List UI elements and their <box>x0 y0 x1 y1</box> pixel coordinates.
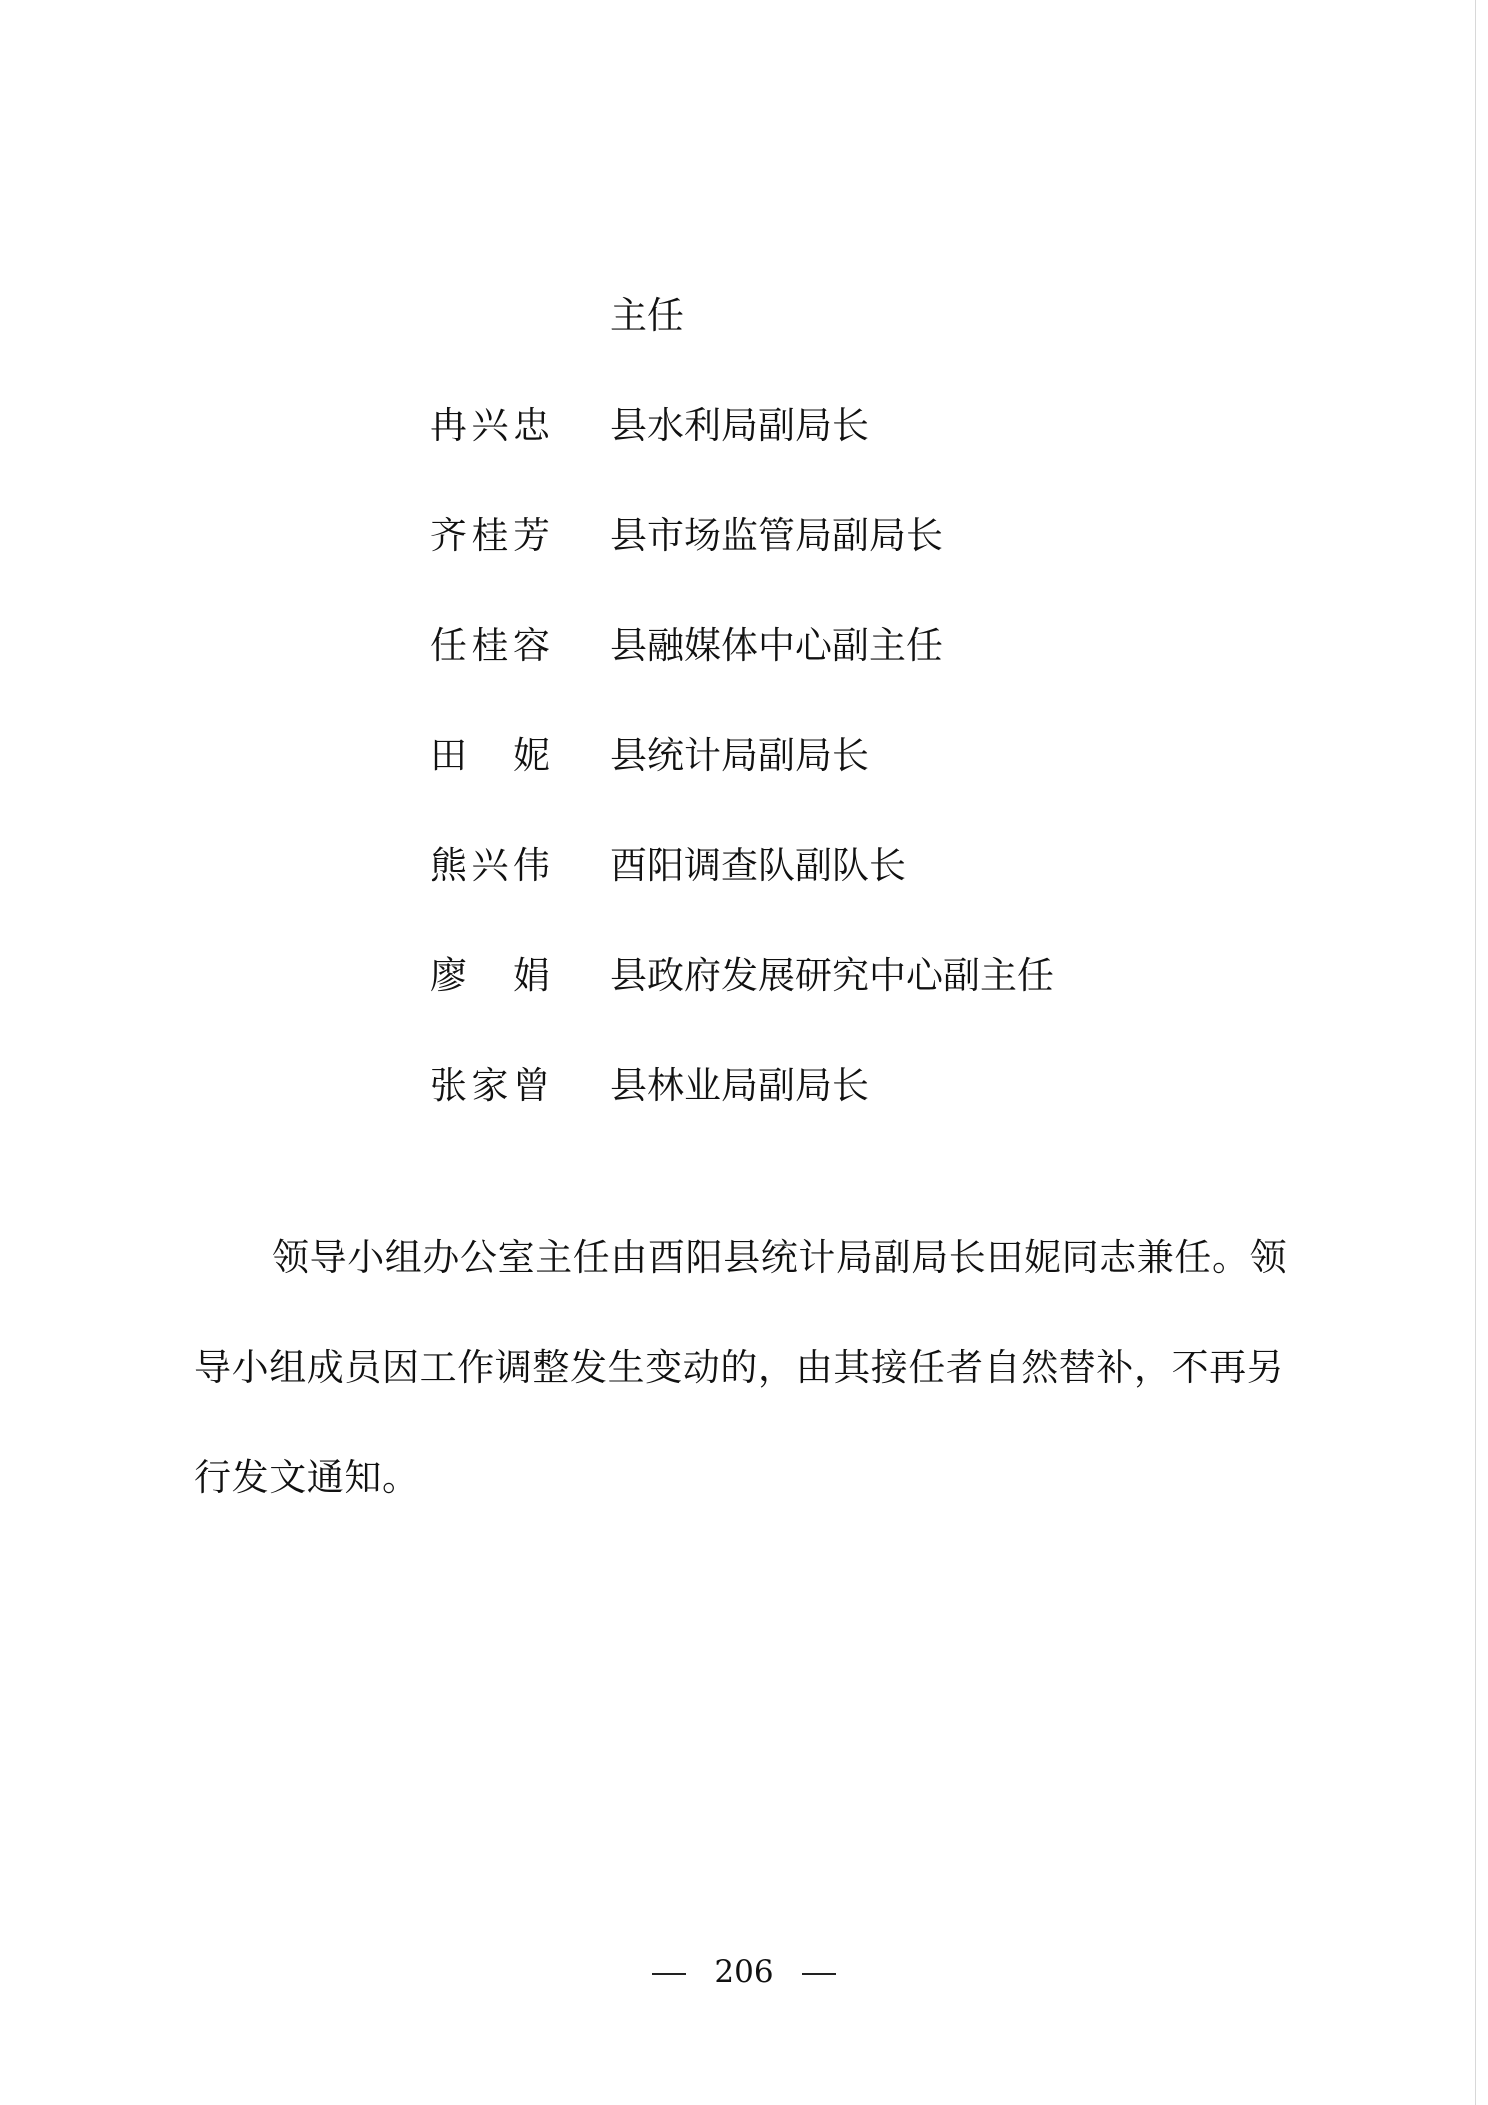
office-director-paragraph: 领导小组办公室主任由酉阳县统计局副局长田妮同志兼任。领导小组成员因工作调整发生变动的，由其接任者自然替补，不再另行发文通知。 <box>194 1236 1288 1499</box>
member-list <box>430 402 1230 1172</box>
member-name: 齐桂芳 <box>430 514 550 557</box>
member-title: 县政府发展研究中心副主任 <box>610 954 1054 997</box>
member-name: 廖娟 <box>430 954 550 997</box>
member-title: 县统计局副局长 <box>610 734 869 777</box>
member-name: 任桂容 <box>430 624 550 667</box>
dash-right <box>802 1973 836 1975</box>
dash-left <box>652 1973 686 1975</box>
member-name: 田妮 <box>430 734 550 777</box>
page-number-value: 206 <box>714 1954 774 1990</box>
page-number <box>0 1952 1488 1992</box>
member-row <box>430 732 1230 842</box>
member-title: 县市场监管局副局长 <box>610 514 943 557</box>
member-row <box>430 842 1230 952</box>
member-name: 冉兴忠 <box>430 404 550 447</box>
member-row <box>430 402 1230 512</box>
member-title: 县林业局副局长 <box>610 1064 869 1107</box>
member-row <box>430 952 1230 1062</box>
member-row <box>430 512 1230 622</box>
member-name: 张家曾 <box>430 1064 550 1107</box>
member-row <box>430 622 1230 732</box>
member-title: 县融媒体中心副主任 <box>610 624 943 667</box>
member-title: 酉阳调查队副队长 <box>610 844 906 887</box>
member-name: 熊兴伟 <box>430 844 550 887</box>
continued-position-label: 主任 <box>610 294 684 337</box>
page-edge-line <box>1475 0 1476 2105</box>
member-row <box>430 1062 1230 1172</box>
member-title: 县水利局副局长 <box>610 404 869 447</box>
